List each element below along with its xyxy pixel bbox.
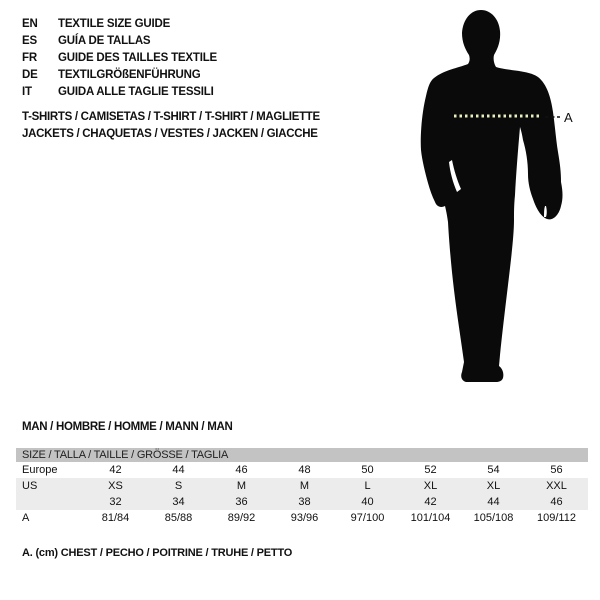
table-cell: XS (108, 480, 123, 492)
table-cell: 105/108 (473, 512, 514, 524)
row-label: US (22, 480, 38, 492)
table-cell: 54 (487, 464, 500, 476)
language-list (22, 16, 217, 101)
table-cell: 93/96 (290, 512, 319, 524)
lang-code: ES (22, 35, 37, 47)
table-cell: 36 (235, 496, 248, 508)
table-row-us (16, 478, 588, 494)
table-cell: XL (423, 480, 438, 492)
category-tshirts: T-SHIRTS / CAMISETAS / T-SHIRT / T-SHIRT / MAGLIETTE (22, 111, 320, 123)
table-cell: 46 (235, 464, 248, 476)
row-label (16, 494, 84, 510)
table-row-europe (16, 462, 588, 478)
table-cell: 38 (298, 496, 311, 508)
table-cell: 42 (109, 464, 122, 476)
table-cell: 44 (172, 464, 185, 476)
lang-code: DE (22, 69, 38, 81)
lang-row-it (22, 84, 217, 101)
lang-text: GUÍA DE TALLAS (58, 35, 151, 47)
table-cell: 32 (109, 496, 122, 508)
lang-code: IT (22, 86, 32, 98)
category-jackets: JACKETS / CHAQUETAS / VESTES / JACKEN / GIACCHE (22, 127, 318, 140)
table-cell: L (364, 480, 371, 492)
table-cell: 56 (550, 464, 563, 476)
row-label: Europe (22, 464, 58, 476)
table-cell: 48 (298, 464, 311, 476)
table-cell: 44 (487, 496, 500, 508)
table-cell: 42 (424, 496, 437, 508)
lang-code: FR (22, 52, 37, 64)
table-cell: 97/100 (350, 512, 385, 524)
table-cell: XXL (546, 480, 567, 492)
category-lines (22, 109, 320, 142)
chest-footnote: A. (cm) CHEST / PECHO / POITRINE / TRUHE / PETTO (22, 547, 293, 559)
table-cell: 85/88 (164, 512, 193, 524)
size-table (16, 448, 588, 526)
lang-text: TEXTILGRÖßENFÜHRUNG (58, 69, 201, 81)
lang-text: TEXTILE SIZE GUIDE (58, 18, 171, 30)
lang-row-en (22, 16, 217, 33)
man-silhouette-shape (421, 10, 563, 382)
table-cell: S (174, 480, 183, 492)
table-cell: 40 (361, 496, 374, 508)
lang-row-es (22, 33, 217, 50)
man-silhouette-figure (360, 0, 590, 400)
table-cell: 50 (361, 464, 374, 476)
measurement-a-label: A (564, 110, 573, 125)
table-cell: 52 (424, 464, 437, 476)
table-row-us-numeric (16, 494, 588, 510)
table-cell: XL (486, 480, 501, 492)
size-table-header: SIZE / TALLA / TAILLE / GRÖSSE / TAGLIA (16, 448, 588, 462)
table-cell: 89/92 (227, 512, 256, 524)
man-silhouette-svg (360, 0, 590, 400)
table-cell: 101/104 (410, 512, 451, 524)
lang-text: GUIDE DES TAILLES TEXTILE (58, 52, 217, 64)
table-cell: M (236, 480, 247, 492)
table-cell: 81/84 (101, 512, 130, 524)
table-cell: 109/112 (537, 512, 576, 524)
lang-code: EN (22, 18, 38, 30)
row-label: A (22, 512, 30, 524)
table-row-chest-a (16, 510, 588, 526)
table-cell: 34 (172, 496, 185, 508)
lang-text: GUIDA ALLE TAGLIE TESSILI (58, 86, 214, 98)
lang-row-de (22, 67, 217, 84)
section-title-man: MAN / HOMBRE / HOMME / MANN / MAN (22, 421, 233, 433)
lang-row-fr (22, 50, 217, 67)
table-cell: M (299, 480, 310, 492)
table-cell: 46 (550, 496, 563, 508)
